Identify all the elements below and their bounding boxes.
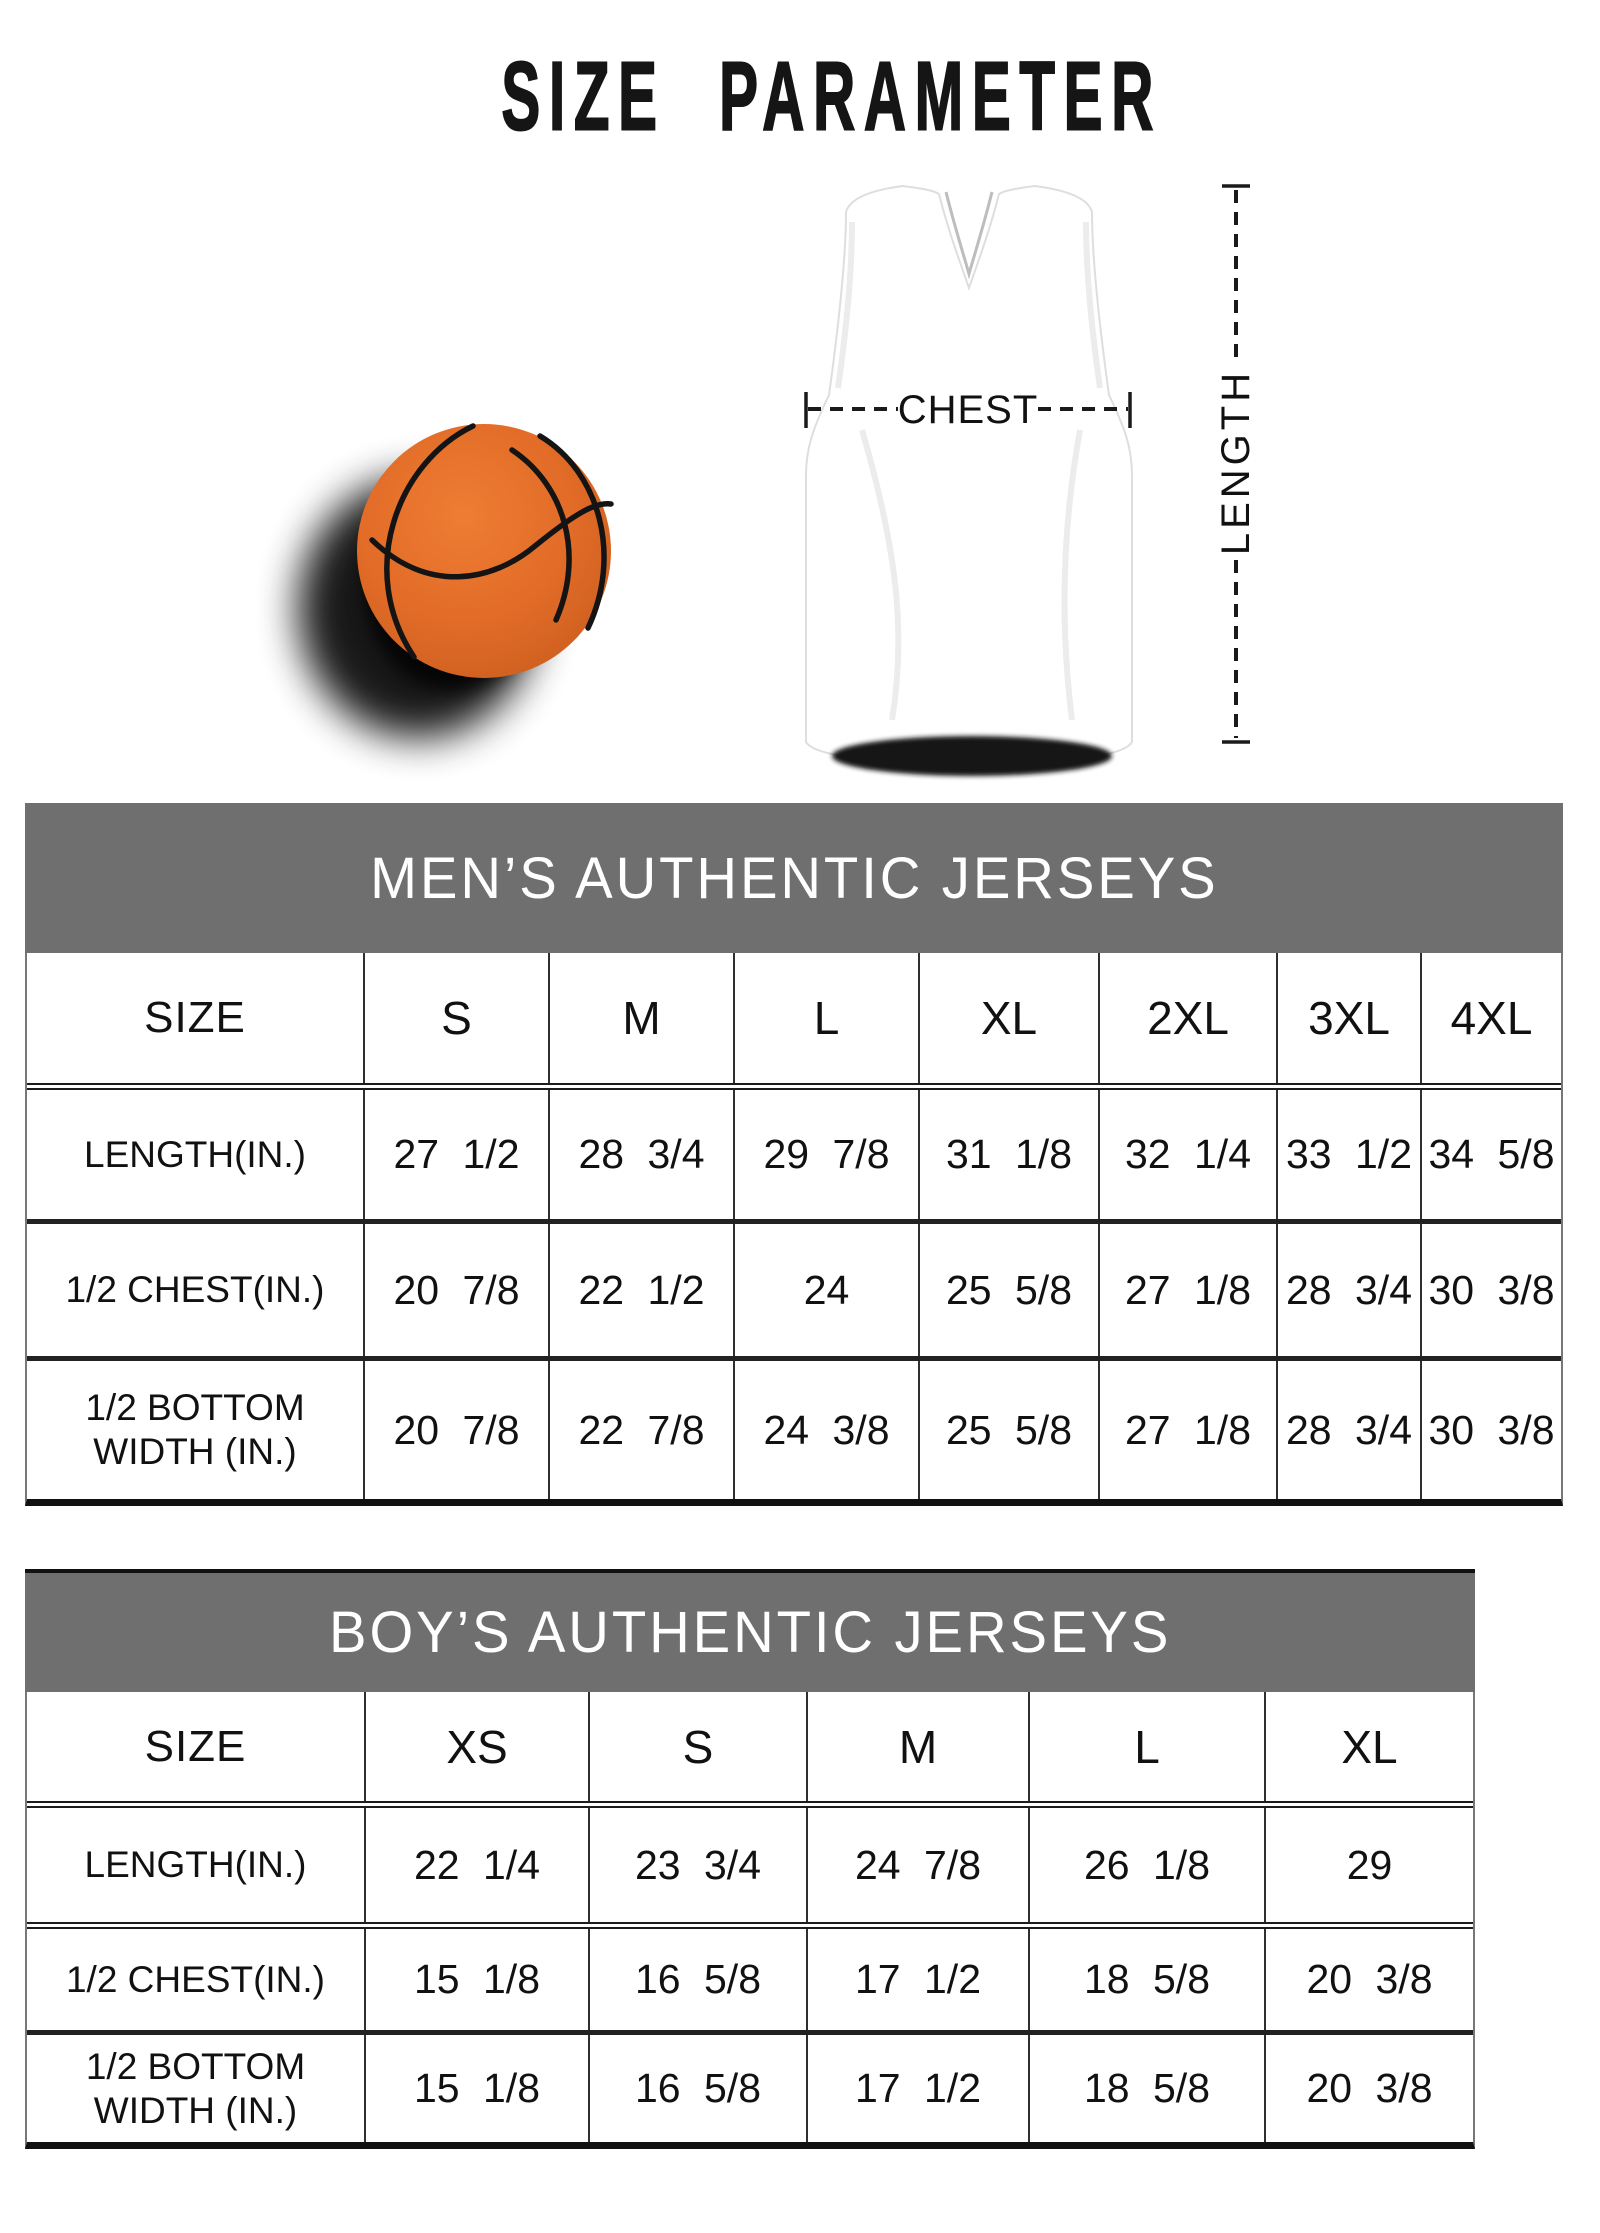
row-label: 1/2 CHEST(IN.) [27, 1224, 365, 1356]
table-row [27, 1929, 1473, 2035]
table-header-row [27, 953, 1561, 1090]
value-cell: 22 1/2 [550, 1224, 735, 1356]
value-cell: 29 [1346, 1841, 1393, 1888]
value-cell: 16 5/8 [590, 1929, 808, 2030]
value-cell: 24 7/8 [808, 1808, 1030, 1922]
size-diagram [0, 0, 1600, 800]
value-cell: 28 3/4 [1278, 1361, 1422, 1499]
table-row [27, 1361, 1561, 1499]
size-col-header: XL [1341, 1720, 1398, 1773]
value-cell: 24 3/8 [735, 1361, 920, 1499]
value-cell: 31 1/8 [920, 1090, 1100, 1219]
table-row [27, 1090, 1561, 1224]
value-cell: 20 7/8 [365, 1361, 550, 1499]
table-row [27, 1808, 1473, 1929]
mens-table-grid [25, 953, 1563, 1506]
value-cell: 28 3/4 [1278, 1224, 1422, 1356]
value-cell: 18 5/8 [1030, 2035, 1266, 2142]
table-header-row [27, 1692, 1473, 1808]
boys-table-grid [25, 1692, 1475, 2149]
value-cell: 30 3/8 [1428, 1266, 1555, 1313]
value-cell: 20 7/8 [365, 1224, 550, 1356]
value-cell: 33 1/2 [1278, 1090, 1422, 1219]
row-label: LENGTH(IN.) [27, 1808, 366, 1922]
value-cell: 18 5/8 [1030, 1929, 1266, 2030]
value-cell: 32 1/4 [1100, 1090, 1278, 1219]
value-cell: 22 1/4 [366, 1808, 590, 1922]
row-label: 1/2 BOTTOM WIDTH (IN.) [27, 1361, 365, 1499]
jersey-icon [806, 186, 1132, 776]
size-header-cell: SIZE [27, 1692, 366, 1801]
value-cell: 22 7/8 [550, 1361, 735, 1499]
size-col-header: S [365, 953, 550, 1083]
value-cell: 34 5/8 [1428, 1131, 1555, 1177]
value-cell: 17 1/2 [808, 2035, 1030, 2142]
value-cell: 30 3/8 [1428, 1406, 1555, 1453]
row-label: LENGTH(IN.) [27, 1090, 365, 1219]
size-col-header: M [550, 953, 735, 1083]
mens-size-table [25, 803, 1563, 1506]
size-header-cell: SIZE [27, 953, 365, 1083]
value-cell: 15 1/8 [366, 2035, 590, 2142]
value-cell: 25 5/8 [920, 1361, 1100, 1499]
boys-banner-title: BOY’S AUTHENTIC JERSEYS [328, 1600, 1172, 1665]
value-cell: 23 3/4 [590, 1808, 808, 1922]
row-label: 1/2 BOTTOM WIDTH (IN.) [27, 2035, 366, 2142]
chest-label: CHEST [897, 388, 1039, 432]
boys-table-banner [25, 1569, 1475, 1692]
boys-size-table [25, 1569, 1475, 2149]
value-cell: 25 5/8 [920, 1224, 1100, 1356]
mens-banner-title: MEN’S AUTHENTIC JERSEYS [369, 845, 1219, 911]
length-measure-line [1214, 186, 1258, 742]
table-row [27, 2035, 1473, 2142]
value-cell: 27 1/8 [1100, 1224, 1278, 1356]
row-label: 1/2 CHEST(IN.) [27, 1929, 366, 2030]
value-cell: 27 1/8 [1100, 1361, 1278, 1499]
value-cell: 15 1/8 [366, 1929, 590, 2030]
value-cell: 28 3/4 [550, 1090, 735, 1219]
size-col-header: XS [366, 1692, 590, 1801]
size-col-header: L [735, 953, 920, 1083]
size-col-header: L [1030, 1692, 1266, 1801]
basketball-icon [357, 424, 611, 678]
size-col-header: 3XL [1278, 953, 1422, 1083]
table-row [27, 1224, 1561, 1361]
value-cell: 27 1/2 [365, 1090, 550, 1219]
value-cell: 24 [735, 1224, 920, 1356]
value-cell: 20 3/8 [1306, 1956, 1433, 2002]
size-col-header: 4XL [1450, 992, 1533, 1044]
value-cell: 20 3/8 [1306, 2065, 1433, 2111]
size-col-header: S [590, 1692, 808, 1801]
value-cell: 17 1/2 [808, 1929, 1030, 2030]
size-col-header: M [808, 1692, 1030, 1801]
value-cell: 29 7/8 [735, 1090, 920, 1219]
size-col-header: 2XL [1100, 953, 1278, 1083]
page-title: SIZE PARAMETER [501, 41, 1163, 151]
length-label: LENGTH [1214, 368, 1258, 556]
size-col-header: XL [920, 953, 1100, 1083]
mens-table-banner [25, 803, 1563, 953]
value-cell: 16 5/8 [590, 2035, 808, 2142]
value-cell: 26 1/8 [1030, 1808, 1266, 1922]
